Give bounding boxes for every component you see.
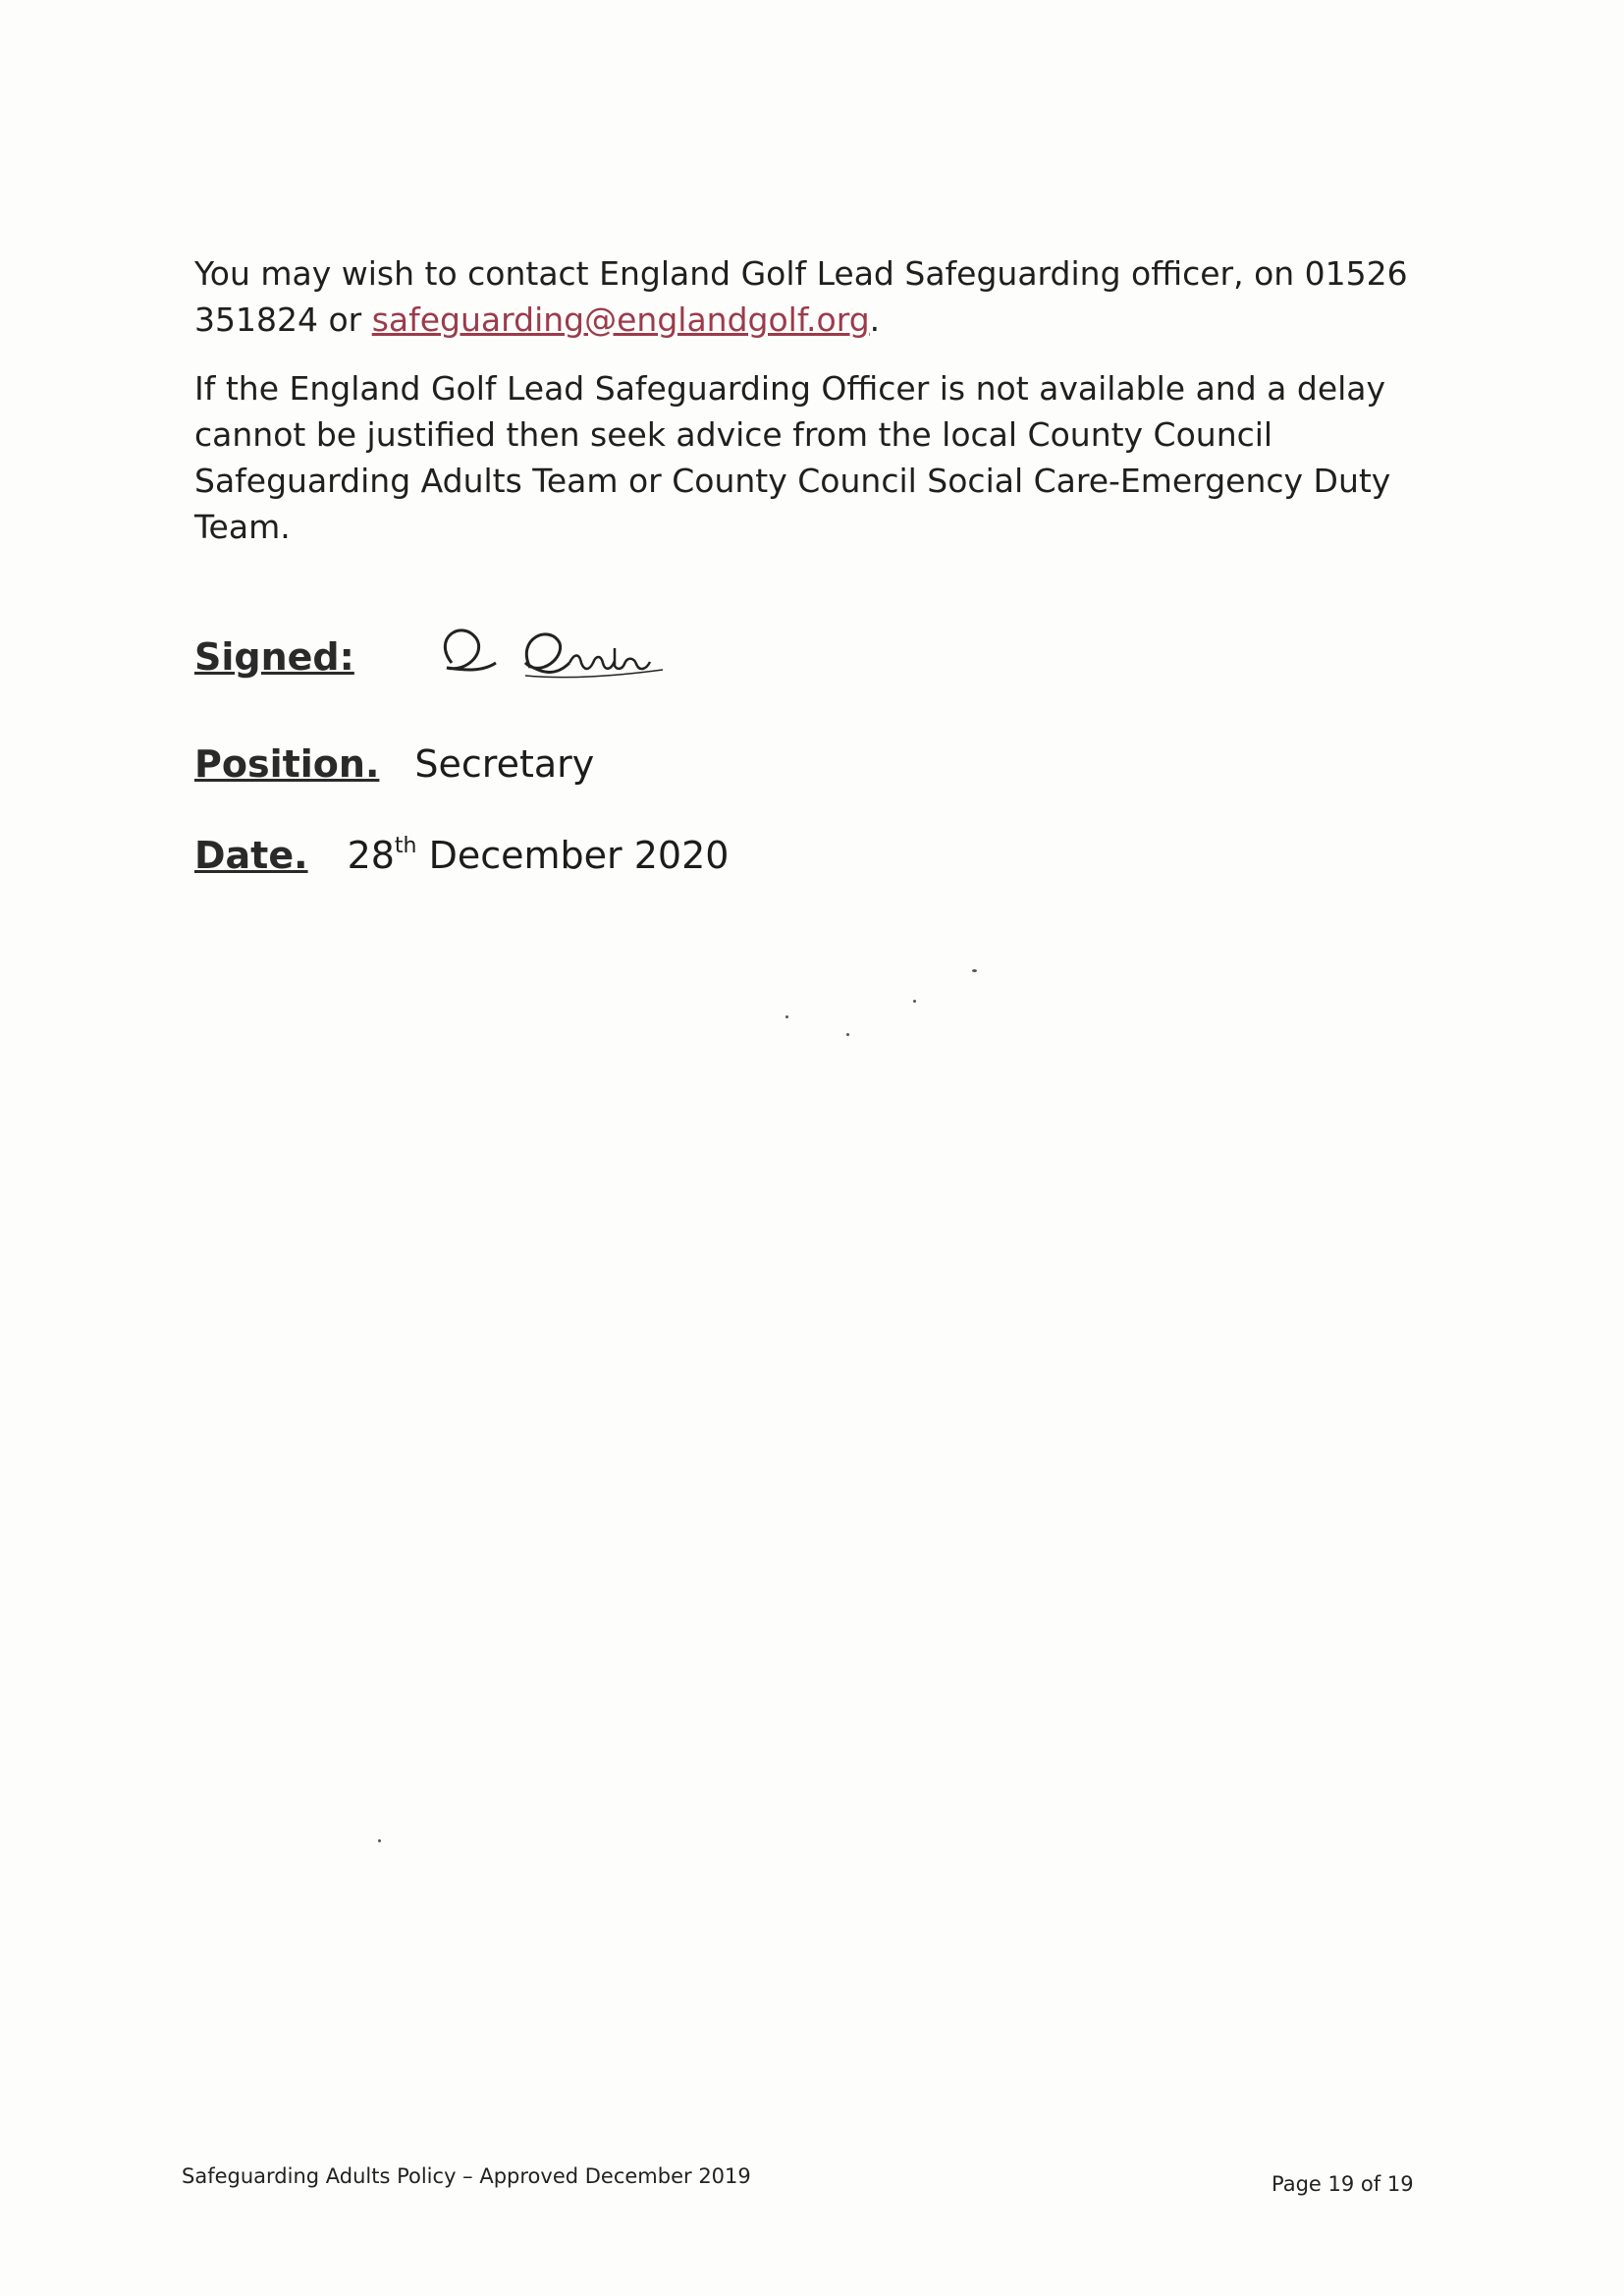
email-link[interactable]: safeguarding@englandgolf.org [371,301,870,339]
position-row [194,740,594,788]
date-label: Date. [194,834,308,877]
footer-page-number: Page 19 of 19 [1272,2172,1414,2196]
scan-speck [913,1000,916,1003]
scan-speck [378,1839,381,1842]
date-suffix: th [394,834,417,858]
position-label: Position. [194,742,380,786]
contact-paragraph [194,250,1432,343]
scan-speck [785,1015,788,1018]
signed-label: Signed: [194,635,354,679]
advice-paragraph: If the England Golf Lead Safeguarding Officer is not available and a delay cannot be justified then seek advice from the local County Council Safeguarding Adults Team or County Council Social Care-Emergency Duty Team. [194,369,1391,546]
date-row [194,823,729,879]
date-day: 28 [347,834,395,877]
contact-text: You may wish to contact England Golf Lead Safeguarding officer, on 01526 351824 or [194,254,1408,339]
date-rest: December 2020 [428,834,730,877]
signed-row [194,633,354,681]
position-value: Secretary [414,742,595,786]
scan-speck [972,969,977,972]
contact-period: . [869,301,881,339]
handwritten-signature [422,609,697,697]
footer-policy-title: Safeguarding Adults Policy – Approved December 2019 [182,2164,751,2188]
scan-speck [846,1033,849,1036]
